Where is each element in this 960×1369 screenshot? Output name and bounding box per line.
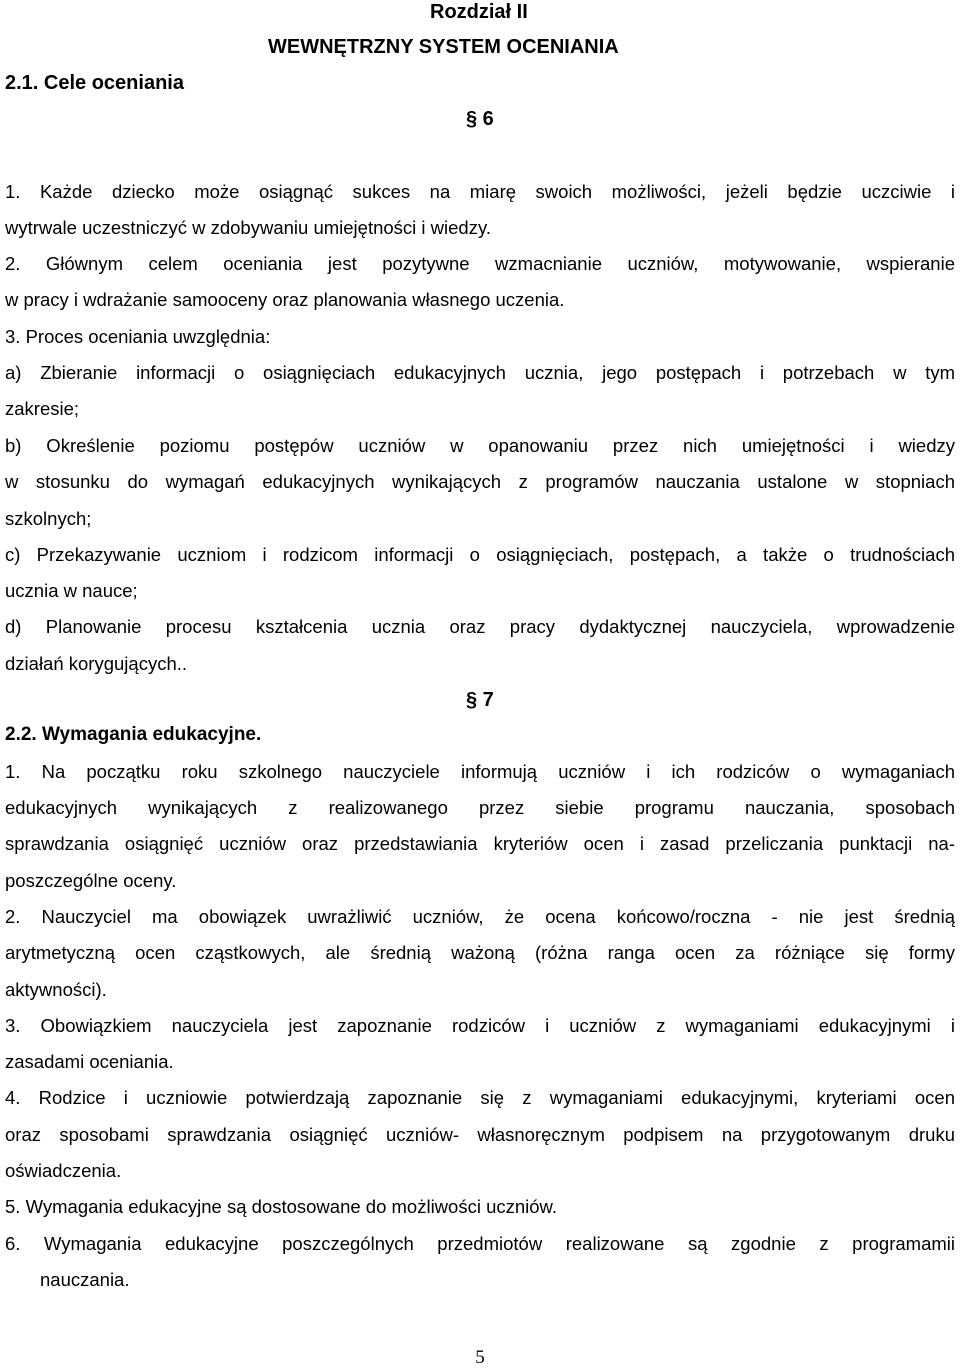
s2-p1-line2: edukacyjnych wynikających z realizowanego przez siebie programu nauczania, sposobach (5, 797, 955, 818)
s1-d-line2: działań korygujących.. (5, 653, 188, 674)
s2-p5-line1: 5. Wymagania edukacyjne są dostosowane do możliwości uczniów. (5, 1196, 558, 1217)
s2-p2-line3: aktywności). (5, 979, 107, 1000)
s2-p2-line2: arytmetyczną ocen cząstkowych, ale średnią ważoną (różna ranga ocen za różniące się formy (5, 942, 955, 963)
s2-p2-line1: 2. Nauczyciel ma obowiązek uwrażliwić uczniów, że ocena końcowo/roczna - nie jest średnią (5, 906, 955, 927)
s2-p3-line2: zasadami oceniania. (5, 1051, 174, 1072)
s1-b-line2: w stosunku do wymagań edukacyjnych wynikających z programów nauczania ustalone w stopniach (5, 471, 955, 492)
s1-p2-line1: 2. Głównym celem oceniania jest pozytywne wzmacnianie uczniów, motywowanie, wspieranie (5, 253, 955, 274)
s2-p1-line1: 1. Na początku roku szkolnego nauczyciele informują uczniów i ich rodziców o wymaganiach (5, 761, 955, 782)
s2-p4-line2: oraz sposobami sprawdzania osiągnięć uczniów- własnoręcznym podpisem na przygotowanym druku (5, 1124, 955, 1145)
section-heading-2-1: 2.1. Cele oceniania (5, 72, 184, 94)
paragraph-mark-6: § 6 (466, 108, 494, 130)
s2-p4-line3: oświadczenia. (5, 1160, 122, 1181)
s2-p6-line2: nauczania. (40, 1269, 130, 1290)
s1-p3-line1: 3. Proces oceniania uwzględnia: (5, 326, 271, 347)
s2-p4-line1: 4. Rodzice i uczniowie potwierdzają zapoznanie się z wymaganiami edukacyjnymi, kryteriami ocen (5, 1087, 955, 1108)
s1-b-line1: b) Określenie poziomu postępów uczniów w opanowaniu przez nich umiejętności i wiedzy (5, 435, 955, 456)
s2-p6-line1: 6. Wymagania edukacyjne poszczególnych przedmiotów realizowane są zgodnie z programamii (5, 1233, 955, 1254)
s1-d-line1: d) Planowanie procesu kształcenia ucznia oraz pracy dydaktycznej nauczyciela, wprowadzenie (5, 616, 955, 637)
s1-p1-line2: wytrwale uczestniczyć w zdobywaniu umiejętności i wiedzy. (5, 217, 491, 238)
s1-c-line2: ucznia w nauce; (5, 580, 138, 601)
s1-p1-line1: 1. Każde dziecko może osiągnąć sukces na miarę swoich możliwości, jeżeli będzie uczciwie i (5, 181, 955, 202)
page-number: 5 (475, 1347, 485, 1368)
s1-a-line1: a) Zbieranie informacji o osiągnięciach edukacyjnych ucznia, jego postępach i potrzebach w tym (5, 362, 955, 383)
chapter-title: Rozdział II (430, 1, 528, 23)
paragraph-mark-7: § 7 (466, 689, 494, 711)
s1-a-line2: zakresie; (5, 398, 80, 419)
s1-p2-line2: w pracy i wdrażanie samooceny oraz planowania własnego uczenia. (5, 289, 565, 310)
s1-c-line1: c) Przekazywanie uczniom i rodzicom informacji o osiągnięciach, postępach, a także o trudnościach (5, 544, 955, 565)
s2-p1-line3: sprawdzania osiągnięć uczniów oraz przedstawiania kryteriów ocen i zasad przeliczania punktacji na- (5, 833, 955, 854)
section-heading-2-2: 2.2. Wymagania edukacyjne. (5, 724, 262, 745)
chapter-subtitle: WEWNĘTRZNY SYSTEM OCENIANIA (268, 36, 619, 58)
s2-p3-line1: 3. Obowiązkiem nauczyciela jest zapoznanie rodziców i uczniów z wymaganiami edukacyjnymi i (5, 1015, 955, 1036)
s2-p1-line4: poszczególne oceny. (5, 870, 177, 891)
s1-b-line3: szkolnych; (5, 508, 92, 529)
